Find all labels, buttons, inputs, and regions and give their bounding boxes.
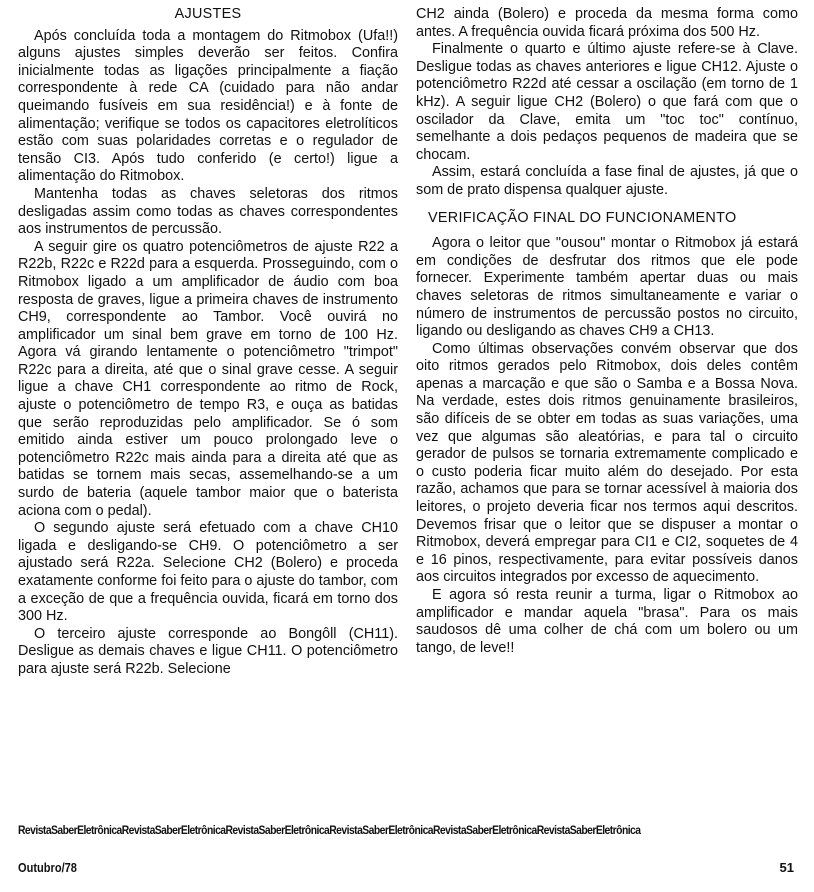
right-column — [416, 6, 798, 657]
paragraph: Como últimas observações convém observar que dos oito ritmos gerados pelo Ritmobox, dois deles contêm apenas a marcação e que são o Samba e a Bossa Nova. Na verdade, estes dois ritmos genuinamente brasileiros, são difíceis de se obter em todas as suas variações, uma vez que algumas são aleatórias, e para tal o circuito gerador de pulsos se tornaria extremamente complicado e o custo poderia ficar muito além do desejado. Por esta razão, achamos que para se tornar acessível à maioria dos leitores, o projeto deveria ficar nos termos aqui descritos. Devemos frisar que o leitor que se dispuser a montar o Ritmobox, deverá empregar para CI1 e CI2, soquetes de 4 e 16 pinos, respectivamente, para evitar possíveis danos aos circuitos integrados por excesso de aquecimento. — [416, 340, 798, 586]
paragraph: O terceiro ajuste corresponde ao Bongôll (CH11). Desligue as demais chaves e ligue CH11. O potenciômetro para ajuste será R22b. Selecione — [18, 625, 398, 677]
paragraph: Assim, estará concluída a fase final de ajustes, já que o som de prato dispensa qualquer ajuste. — [416, 164, 798, 198]
paragraph: Mantenha todas as chaves seletoras dos ritmos desligadas assim como todas as chaves correspondentes aos instrumentos de percussão. — [18, 185, 398, 238]
paragraph: A seguir gire os quatro potenciômetros de ajuste R22 a R22b, R22c e R22d para a esquerda. Prosseguindo, com o Ritmobox ligado a um amplificador de áudio com boa resposta de graves, ligue a primeira chaves de instrumento CH9, correspondente ao Tambor. Você ouvirá no amplificador um sinal bem grave em torno de 100 Hz. Agora vá girando lentamente o potenciômetro "trimpot" R22c para a direita, até que o sinal grave cesse. A seguir ligue a chave CH1 correspondente ao ritmo de Rock, ajuste o potenciômetro de tempo R3, e ouça as batidas que serão reproduzidas pelo amplificador. Se ó som emitido ainda estiver um pouco prolongado leve o potenciômetro R22c mais ainda para a direita até que as batidas se tornem mais secas, assemelhando-se a um surdo de bateria (aquele tambor maior que o baterista aciona com o pedal). — [18, 238, 398, 519]
page-number: 51 — [779, 860, 794, 875]
paragraph: E agora só resta reunir a turma, ligar o Ritmobox ao amplificador e mandar aquela "brasa". Para os mais saudosos dê uma colher de chá com um bolero ou um tango, de leve!! — [416, 587, 798, 656]
paragraph: O segundo ajuste será efetuado com a chave CH10 ligada e desligando-se CH9. O potenciômetro a ser ajustado será R22a. Selecione CH2 (Bolero) e proceda exatamente conforme foi feito para o ajuste do tambor, com a exceção de que a frequência ouvida, ficará em torno dos 300 Hz. — [18, 520, 398, 625]
paragraph: Agora o leitor que "ousou" montar o Ritmobox já estará em condições de desfrutar dos ritmos que ele pode fornecer. Experimente também apertar duas ou mais chaves seletoras de ritmos simultaneamente e variar o número de instrumentos de percussão postos no circuito, ligando ou desligando as chaves CH9 a CH13. — [416, 235, 798, 340]
footer-date: Outubro/78 — [18, 860, 77, 875]
paragraph: Finalmente o quarto e último ajuste refere-se à Clave. Desligue todas as chaves anteriores e ligue CH12. Ajuste o potenciômetro R22d até cessar a oscilação (em torno de 1 kHz). A seguir ligue CH2 (Bolero) o que fará com que o oscilador da Clave, emita um "toc toc" contínuo, semelhante a dois pedaços pequenos de madeira que se chocam. — [416, 41, 798, 163]
paragraph: Após concluída toda a montagem do Ritmobox (Ufa!!) alguns ajustes simples deverão ser feitos. Confira inicialmente todas as ligações principalmente a fiação correspondente à rede CA (cuidado para não andar queimando fusíveis em sua residência!) e à fonte de alimentação; verifique se todos os capacitores eletrolíticos estão com suas polaridades corretas e o regulador de tensão CI3. Após tudo conferido (e certo!) ligue a alimentação do Ritmobox. — [18, 27, 398, 185]
section-heading-ajustes: AJUSTES — [174, 6, 242, 22]
section-heading-verificacao: VERIFICAÇÃO FINAL DO FUNCIONAMENTO — [428, 209, 737, 226]
footer-magazine-band: RevistaSaberEletrônicaRevistaSaberEletrônicaRevistaSaberEletrônicaRevistaSaberEletrônicaRevistaSaberEletrônicaRevistaSaberEletrônica — [18, 825, 641, 837]
left-column — [18, 6, 398, 679]
paragraph-continuation: CH2 ainda (Bolero) e proceda da mesma forma como antes. A frequência ouvida ficará próxima dos 500 Hz. — [416, 6, 798, 40]
